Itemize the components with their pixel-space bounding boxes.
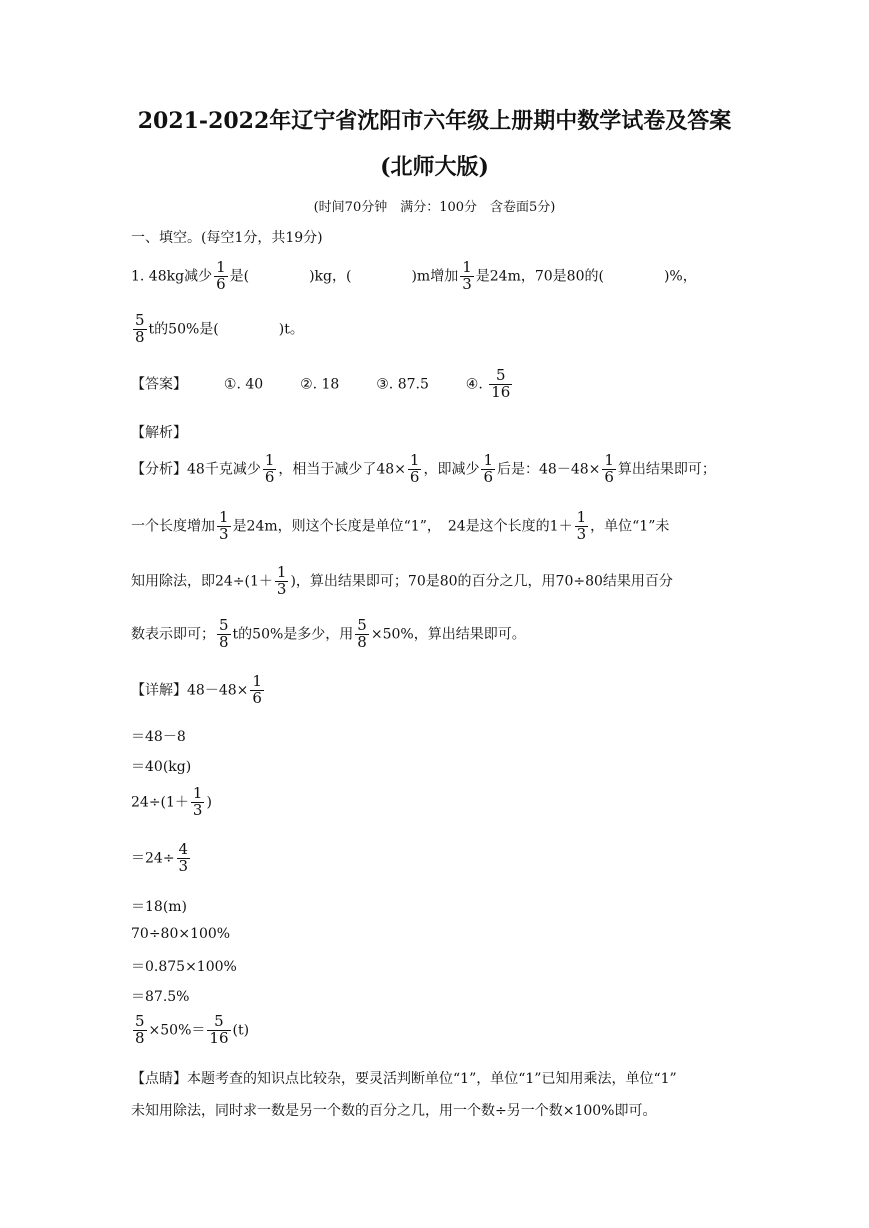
q1-text: )kg，( xyxy=(309,268,352,285)
detail-r9 xyxy=(131,1014,738,1047)
q1-text: 1. 48kg减少 xyxy=(131,268,213,285)
jiexi-label: 【解析】 xyxy=(131,425,187,441)
question-1-line1 xyxy=(131,260,738,293)
detail-r6: 70÷80×100% xyxy=(131,926,231,942)
answer-label: 【答案】 xyxy=(131,376,187,393)
fraction: $\frac{5}{8}$ xyxy=(135,1012,145,1047)
analysis-text: ，即减少 xyxy=(423,461,480,478)
fraction: $\frac{1}{3}$ xyxy=(192,784,203,819)
detail-text: 【详解】48－48× xyxy=(131,682,249,699)
q1-text: )m增加 xyxy=(411,268,459,285)
fraction: $\frac{1}{6}$ xyxy=(252,672,262,707)
detail-r1: ＝48－8 xyxy=(131,729,186,745)
detail-r2: ＝40(kg) xyxy=(131,759,192,775)
exam-info: (时间70分钟 满分：100分 含卷面5分) xyxy=(313,200,556,215)
q1-text: 是24m，70是80的( xyxy=(475,268,604,285)
document-title-line2: (北师大版) xyxy=(380,154,489,180)
fraction: $\frac{1}{6}$ xyxy=(264,451,275,486)
detail-r3 xyxy=(131,786,738,819)
answer-4: ④. xyxy=(465,376,483,393)
analysis-text: ，单位“1”未 xyxy=(590,518,670,535)
detail-line1 xyxy=(131,674,738,707)
fraction: $\frac{5}{8}$ xyxy=(219,616,229,651)
detail-text: (t) xyxy=(232,1022,250,1039)
section-heading: 一、填空。(每空1分，共19分) xyxy=(131,230,323,246)
answer-2: ②. 18 xyxy=(300,376,340,393)
fraction: $\frac{5}{16}$ xyxy=(491,366,511,401)
fraction: $\frac{1}{3}$ xyxy=(276,563,287,598)
fraction: $\frac{1}{3}$ xyxy=(219,508,229,543)
fraction: $\frac{5}{16}$ xyxy=(209,1012,229,1047)
fraction: $\frac{1}{6}$ xyxy=(483,451,494,486)
q1-text: )t。 xyxy=(278,321,304,338)
analysis-text: 后是：48－48× xyxy=(497,461,601,478)
detail-r8: ＝87.5% xyxy=(131,989,190,1005)
analysis-text: t的50%是多少，用 xyxy=(232,626,354,643)
analysis-text: 一个长度增加 xyxy=(131,518,215,535)
fraction: $\frac{1}{6}$ xyxy=(604,451,614,486)
dianjing-line2: 未知用除法，同时求一数是另一个数的百分之几，用一个数÷另一个数×100%即可。 xyxy=(131,1103,657,1119)
detail-text: ＝24÷ xyxy=(131,850,175,867)
analysis-text: 是24m，则这个长度是单位“1”， 24是这个长度的1＋ xyxy=(232,518,573,535)
fraction: $\frac{1}{6}$ xyxy=(216,258,226,293)
answer-1: ①. 40 xyxy=(223,376,264,393)
analysis-text: 数表示即可； xyxy=(131,626,215,643)
fraction: $\frac{1}{6}$ xyxy=(409,451,420,486)
analysis-line3 xyxy=(131,565,738,598)
document-title-line1: 2021-2022年辽宁省沈阳市六年级上册期中数学试卷及答案 xyxy=(137,108,732,134)
fraction: $\frac{1}{3}$ xyxy=(462,258,472,293)
detail-r7: ＝0.875×100% xyxy=(131,959,237,975)
analysis-text: ×50%，算出结果即可。 xyxy=(370,626,526,643)
analysis-text: )，算出结果即可；70是80的百分之几，用70÷80结果用百分 xyxy=(290,573,673,590)
analysis-line2 xyxy=(131,510,738,543)
fraction: $\frac{4}{3}$ xyxy=(178,840,189,875)
analysis-text: 算出结果即可； xyxy=(617,461,716,478)
analysis-text: ，相当于减少了48× xyxy=(278,461,406,478)
analysis-text: 【分析】48千克减少 xyxy=(131,461,261,478)
dianjing-line1: 【点睛】本题考查的知识点比较杂，要灵活判断单位“1”，单位“1”已知用乘法，单位“1” xyxy=(131,1071,677,1087)
q1-text: t的50%是( xyxy=(148,321,219,338)
q1-text: )%， xyxy=(663,268,697,285)
q1-text: 是( xyxy=(229,268,250,285)
analysis-text: 知用除法，即24÷(1＋ xyxy=(131,573,273,590)
detail-text: ) xyxy=(206,794,212,811)
detail-r5: ＝18(m) xyxy=(131,899,188,915)
detail-r4 xyxy=(131,842,738,875)
answer-line xyxy=(131,368,738,401)
answer-3: ③. 87.5 xyxy=(376,376,429,393)
fraction: $\frac{1}{3}$ xyxy=(576,508,587,543)
fraction: $\frac{5}{8}$ xyxy=(135,311,145,346)
analysis-line4 xyxy=(131,618,738,651)
detail-text: 24÷(1＋ xyxy=(131,794,189,811)
question-1-line2 xyxy=(131,313,738,346)
analysis-line1 xyxy=(131,453,738,486)
detail-text: ×50%＝ xyxy=(148,1022,206,1039)
fraction: $\frac{5}{8}$ xyxy=(357,616,367,651)
